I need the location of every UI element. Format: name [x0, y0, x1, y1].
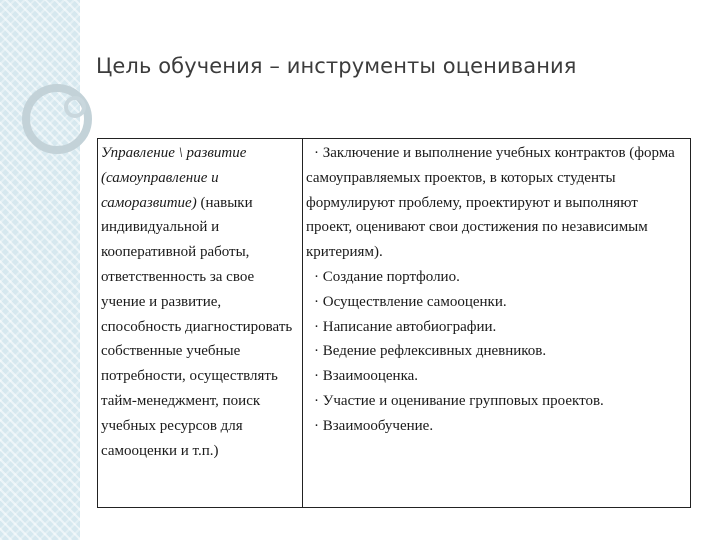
right-cell — [303, 139, 691, 508]
list-item: · Участие и оценивание групповых проектов. — [314, 392, 604, 409]
decorative-ring-icon — [22, 84, 92, 154]
list-item: · Создание портфолио. — [314, 268, 460, 285]
table-row — [98, 139, 691, 508]
slide-title: Цель обучения – инструменты оценивания — [96, 54, 577, 78]
list-item: · Взаимооценка. — [314, 368, 419, 385]
left-cell-italic-text: Управление \ развитие (самоуправление и саморазвитие) — [101, 145, 247, 211]
list-item: · Написание автобиографии. — [314, 318, 497, 335]
left-cell-plain-text: (навыки индивидуальной и кооперативной работы, ответственность за свое учение и развитие, способность диагностировать собственные учебные потребности, осуществлять тайм-менеджмент, поиск учебных ресурсов для самооценки и т.п.) — [101, 194, 293, 459]
decorative-side-stripe — [0, 0, 80, 540]
right-cell-intro: · Заключение и выполнение учебных контрактов (форма самоуправляемых проектов, в которых студенты формулируют проблему, проектируют и выполняют проект, оценивают свои достижения по независимым критериям). — [306, 145, 675, 261]
left-cell — [98, 139, 303, 508]
list-item: · Осуществление самооценки. — [314, 293, 507, 310]
list-item: · Ведение рефлексивных дневников. — [314, 343, 547, 360]
decorative-small-ring-icon — [64, 96, 86, 118]
list-item: · Взаимообучение. — [314, 417, 434, 434]
content-table — [97, 138, 691, 508]
